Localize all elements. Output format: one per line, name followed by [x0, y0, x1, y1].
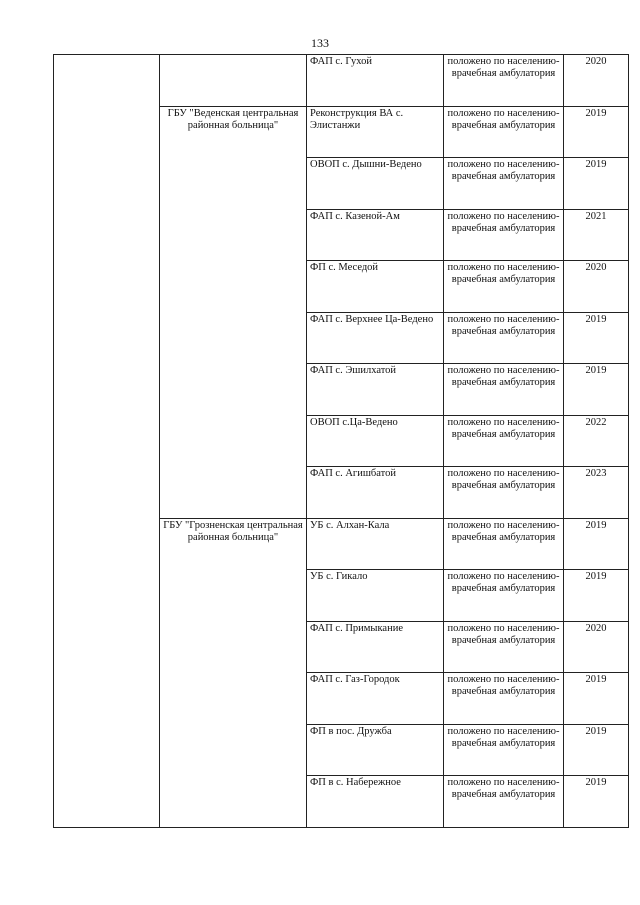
- status-cell: положено по населению- врачебная амбулатория: [444, 570, 564, 622]
- status-cell: положено по населению- врачебная амбулатория: [444, 776, 564, 828]
- facility-cell: ФАП с. Верхнее Ца-Ведено: [307, 312, 444, 364]
- facility-table-body: [54, 55, 629, 828]
- year-cell: 2019: [564, 724, 629, 776]
- year-cell: 2019: [564, 518, 629, 570]
- year-cell: 2019: [564, 312, 629, 364]
- status-cell: положено по населению- врачебная амбулатория: [444, 312, 564, 364]
- year-cell: 2019: [564, 158, 629, 210]
- table-row: [54, 55, 629, 107]
- facility-cell: ОВОП с. Дышни-Ведено: [307, 158, 444, 210]
- facility-cell: ФАП с. Газ-Городок: [307, 673, 444, 725]
- facility-cell: УБ с. Гикало: [307, 570, 444, 622]
- facility-cell: УБ с. Алхан-Кала: [307, 518, 444, 570]
- hospital-cell: ГБУ "Веденская центральная районная больница": [160, 106, 307, 518]
- year-cell: 2022: [564, 415, 629, 467]
- year-cell: 2021: [564, 209, 629, 261]
- facility-cell: ОВОП с.Ца-Ведено: [307, 415, 444, 467]
- year-cell: 2019: [564, 570, 629, 622]
- status-cell: положено по населению- врачебная амбулатория: [444, 209, 564, 261]
- year-cell: 2019: [564, 364, 629, 416]
- status-cell: положено по населению- врачебная амбулатория: [444, 673, 564, 725]
- year-cell: 2020: [564, 261, 629, 313]
- year-cell: 2019: [564, 673, 629, 725]
- facility-cell: ФАП с. Примыкание: [307, 621, 444, 673]
- year-cell: 2019: [564, 776, 629, 828]
- status-cell: положено по населению- врачебная амбулатория: [444, 364, 564, 416]
- facility-cell: ФАП с. Гухой: [307, 55, 444, 107]
- page-number: 133: [311, 36, 329, 50]
- facility-cell: ФАП с. Агишбатой: [307, 467, 444, 519]
- status-cell: положено по населению- врачебная амбулатория: [444, 415, 564, 467]
- status-cell: положено по населению- врачебная амбулатория: [444, 467, 564, 519]
- year-cell: 2019: [564, 106, 629, 158]
- hospital-cell: ГБУ "Грозненская центральная районная больница": [160, 518, 307, 827]
- status-cell: положено по населению- врачебная амбулатория: [444, 518, 564, 570]
- facility-cell: Реконструкция ВА с. Элистанжи: [307, 106, 444, 158]
- status-cell: положено по населению- врачебная амбулатория: [444, 158, 564, 210]
- facility-cell: ФАП с. Эшилхатой: [307, 364, 444, 416]
- facility-cell: ФП в пос. Дружба: [307, 724, 444, 776]
- hospital-cell: [160, 55, 307, 107]
- status-cell: положено по населению- врачебная амбулатория: [444, 261, 564, 313]
- status-cell: положено по населению- врачебная амбулатория: [444, 724, 564, 776]
- status-cell: положено по населению- врачебная амбулатория: [444, 55, 564, 107]
- year-cell: 2020: [564, 55, 629, 107]
- year-cell: 2020: [564, 621, 629, 673]
- facility-table: [53, 54, 629, 828]
- region-cell: [54, 55, 160, 828]
- year-cell: 2023: [564, 467, 629, 519]
- status-cell: положено по населению- врачебная амбулатория: [444, 621, 564, 673]
- status-cell: положено по населению- врачебная амбулатория: [444, 106, 564, 158]
- facility-cell: ФП в с. Набережное: [307, 776, 444, 828]
- facility-cell: ФАП с. Казеной-Ам: [307, 209, 444, 261]
- facility-cell: ФП с. Меседой: [307, 261, 444, 313]
